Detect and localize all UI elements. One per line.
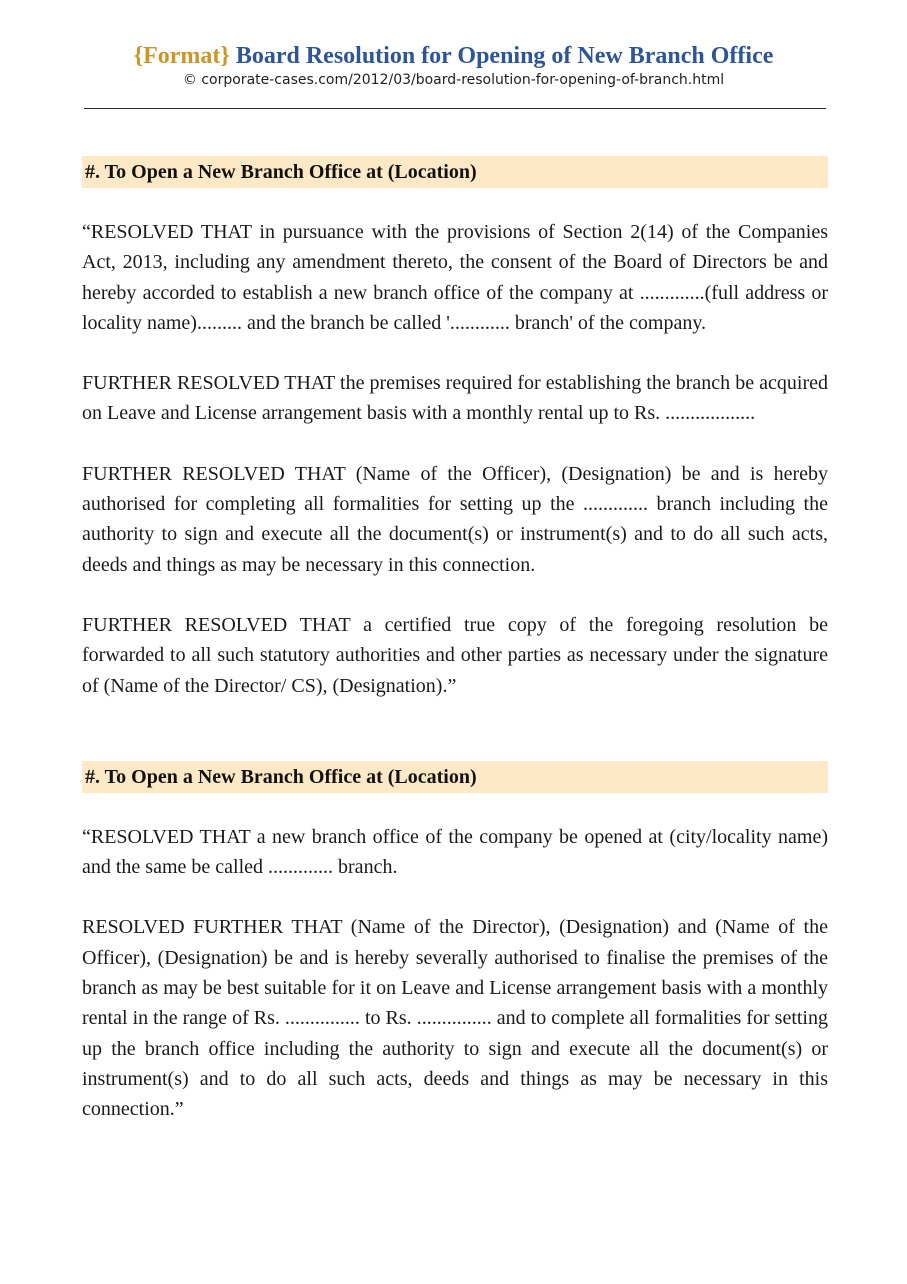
resolution-paragraph: “RESOLVED THAT in pursuance with the provisions of Section 2(14) of the Companies Act, 2013, including any amendment thereto, the consent of the Board of Directors be and hereby accorded to establish a new branch office of the company at .............(full address or locality name)......... and the branch be called '............ branch' of the company.: [82, 221, 828, 334]
source-url: © corporate-cases.com/2012/03/board-resolution-for-opening-of-branch.html: [182, 72, 725, 88]
section-heading: #. To Open a New Branch Office at (Location): [82, 761, 828, 793]
title-text: Board Resolution for Opening of New Branch Office: [235, 43, 774, 69]
resolution-paragraph: FURTHER RESOLVED THAT (Name of the Officer), (Designation) be and is hereby authorised for completing all formalities for setting up the ............. branch including the authority to sign and execute all the document(s) or instrument(s) and to do all such acts, deeds and things as may be necessary in this connection.: [82, 462, 828, 576]
resolution-paragraph: FURTHER RESOLVED THAT the premises required for establishing the branch be acquired on Leave and License arrangement basis with a monthly rental up to Rs. ..................: [82, 372, 828, 425]
resolution-paragraph: FURTHER RESOLVED THAT a certified true copy of the foregoing resolution be forwarded to all such statutory authorities and other parties as necessary under the signature of (Name of the Director/ CS), (Designation).”: [82, 613, 828, 697]
document-body: [82, 156, 828, 1125]
section-heading: #. To Open a New Branch Office at (Location): [82, 156, 828, 188]
document-header: [0, 42, 907, 89]
format-tag: {Format}: [133, 43, 230, 69]
header-divider: [84, 108, 826, 109]
resolution-paragraph: “RESOLVED THAT a new branch office of the company be opened at (city/locality name) and the same be called ............. branch.: [82, 825, 828, 879]
resolution-paragraph: RESOLVED FURTHER THAT (Name of the Director), (Designation) and (Name of the Officer), (Designation) be and is hereby severally authorised to finalise the premises of the branch as may be best suitable for it on Leave and License arrangement basis with a monthly rental in the range of Rs. ............... to Rs. ............... and to complete all formalities for setting up the branch office including the authority to sign and execute all the document(s) or instrument(s) and to do all such acts, deeds and things as may be necessary in this connection.”: [82, 916, 828, 1121]
document-title: [0, 42, 907, 70]
